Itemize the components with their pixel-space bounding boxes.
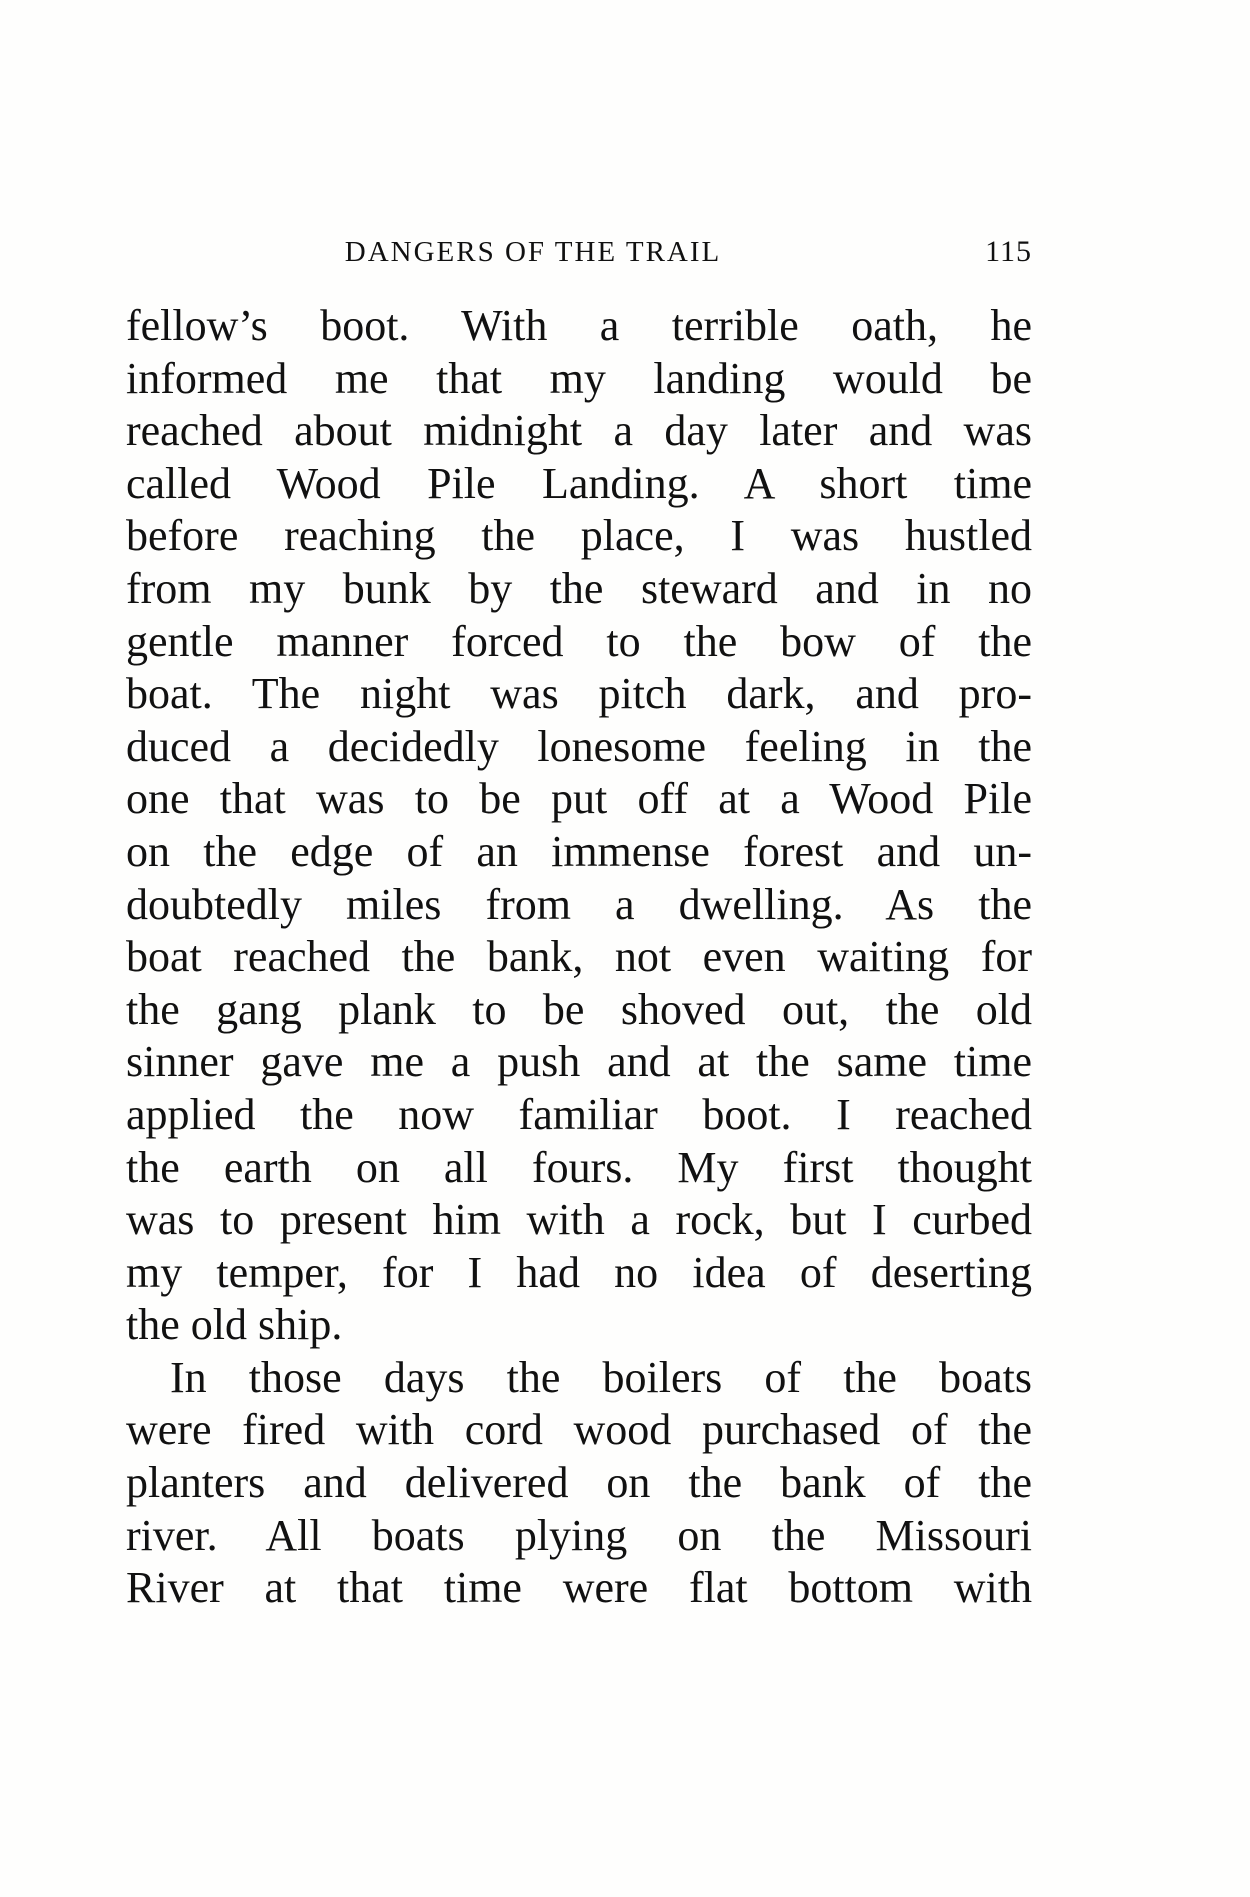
text-line: planters and delivered on the bank of the bbox=[126, 1458, 1032, 1508]
text-line: doubtedly miles from a dwelling. As the bbox=[126, 879, 1032, 929]
paragraph-start-line: In those days the boilers of the boats bbox=[170, 1352, 1032, 1402]
text-line: gentle manner forced to the bow of the bbox=[126, 616, 1032, 666]
text-line: sinner gave me a push and at the same time bbox=[126, 1037, 1032, 1087]
text-line: boat. The night was pitch dark, and pro- bbox=[126, 669, 1032, 719]
text-line: river. All boats plying on the Missouri bbox=[126, 1510, 1032, 1560]
text-line: River at that time were flat bottom with bbox=[126, 1563, 1032, 1613]
text-line: fellow’s boot. With a terrible oath, he bbox=[126, 301, 1032, 350]
running-head bbox=[126, 232, 1032, 272]
text-line: from my bunk by the steward and in no bbox=[126, 563, 1032, 613]
text-line: on the edge of an immense forest and un- bbox=[126, 826, 1032, 876]
text-line: my temper, for I had no idea of deserting bbox=[126, 1247, 1032, 1297]
text-line: was to present him with a rock, but I curbed bbox=[126, 1195, 1032, 1245]
text-line: the earth on all fours. My first thought bbox=[126, 1142, 1032, 1192]
text-line: before reaching the place, I was hustled bbox=[126, 511, 1032, 561]
body-text bbox=[126, 300, 1032, 1615]
text-line: informed me that my landing would be bbox=[126, 353, 1032, 403]
text-line: applied the now familiar boot. I reached bbox=[126, 1089, 1032, 1139]
page-number: 115 bbox=[985, 235, 1032, 268]
text-line: reached about midnight a day later and was bbox=[126, 406, 1032, 456]
text-line: one that was to be put off at a Wood Pile bbox=[126, 774, 1032, 824]
text-line: the gang plank to be shoved out, the old bbox=[126, 984, 1032, 1034]
text-line: boat reached the bank, not even waiting for bbox=[126, 932, 1032, 982]
text-line: were fired with cord wood purchased of the bbox=[126, 1405, 1032, 1455]
paragraph-end-line: the old ship. bbox=[126, 1300, 343, 1350]
running-title: DANGERS OF THE TRAIL bbox=[344, 236, 722, 268]
text-line: called Wood Pile Landing. A short time bbox=[126, 458, 1032, 508]
text-line: duced a decidedly lonesome feeling in the bbox=[126, 721, 1032, 771]
